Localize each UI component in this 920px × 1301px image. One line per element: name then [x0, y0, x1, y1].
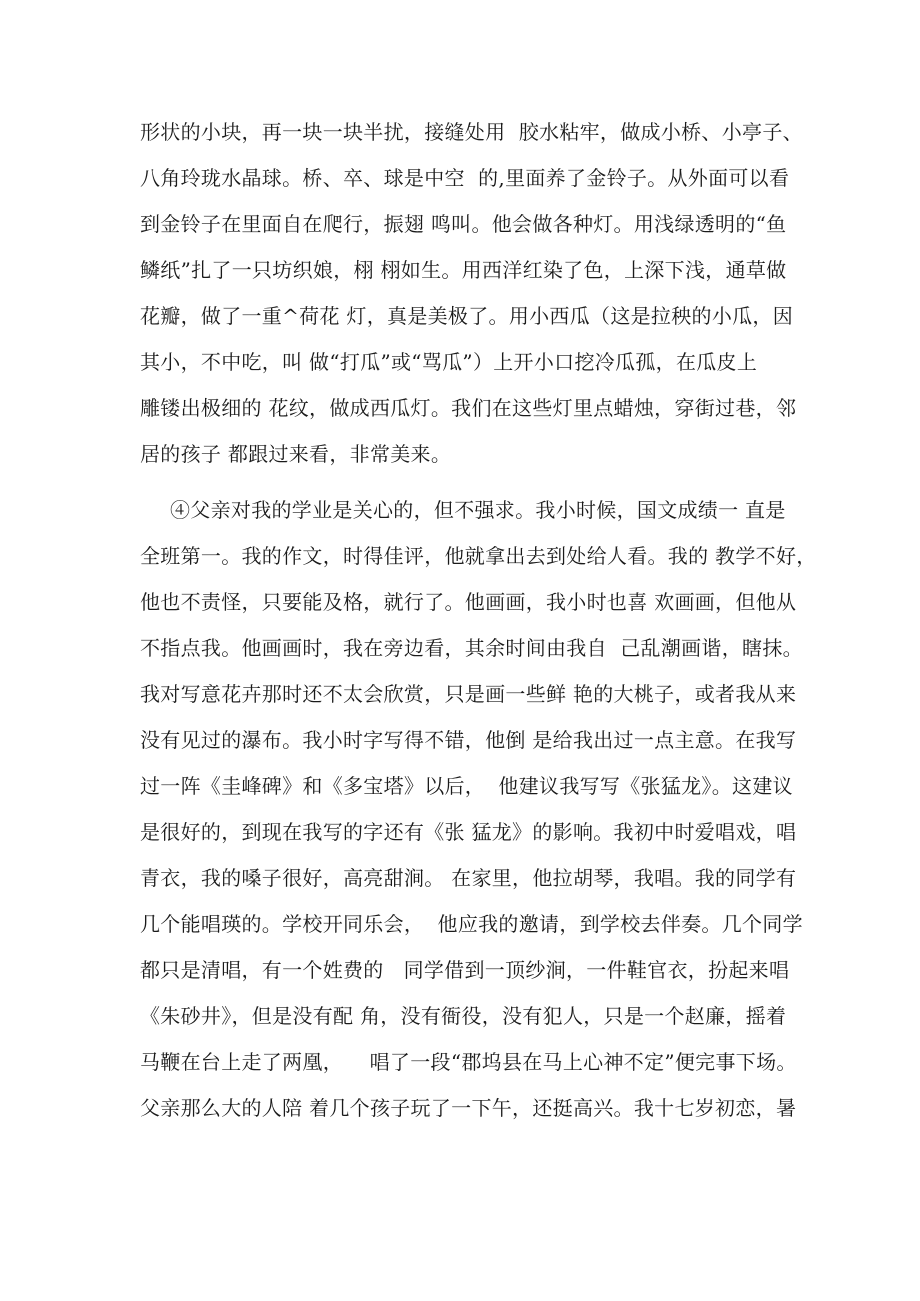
- text-line: 父亲那么大的人陪 着几个孩子玩了一下午，还挺高兴。我十七岁初恋，暑: [140, 1096, 797, 1120]
- text-line: 过一阵《圭峰碑》和《多宝塔》以后， 他建议我写写《张猛龙》。这建议: [140, 774, 793, 798]
- text-line: 其小，不中吃，叫 做“打瓜”或“骂瓜”）上开小口挖冷瓜孤，在瓜皮上: [140, 350, 758, 374]
- text-line: 八角玲珑水晶球。桥、卒、球是中空 的,里面养了金铃子。从外面可以看: [140, 166, 790, 190]
- text-line: 花瓣，做了一重^荷花 灯，真是美极了。用小西瓜（这是拉秧的小瓜，因: [140, 304, 794, 328]
- text-line: 鳞纸”扎了一只坊织娘，栩 栩如生。用西洋红染了色，上深下浅，通草做: [140, 258, 787, 282]
- text-line: 到金铃子在里面自在爬行，振翅 鸣叫。他会做各种灯。用浅绿透明的“鱼: [140, 212, 787, 236]
- text-line: 形状的小块，再一块一块半扰，接缝处用 胶水粘牢，做成小桥、小亭子、: [140, 120, 803, 144]
- text-line: 全班第一。我的作文，时得佳评，他就拿出去到处给人看。我的 教学不好，: [140, 544, 817, 568]
- text-line: 青衣，我的嗓子很好，高亮甜涧。 在家里，他拉胡琴，我唱。我的同学有: [140, 866, 797, 890]
- text-line: 我对写意花卉那时还不太会欣赏，只是画一些鲜 艳的大桃子，或者我从来: [140, 682, 797, 706]
- text-line: 雕镂出极细的 花纹，做成西瓜灯。我们在这些灯里点蜡烛，穿街过巷，邻: [140, 396, 797, 420]
- text-line: 几个能唱瑛的。学校开同乐会， 他应我的邀请，到学校去伴奏。几个同学: [140, 912, 803, 936]
- text-line: 都只是清唱，有一个姓费的 同学借到一顶纱涧，一件鞋官衣，扮起来唱: [140, 958, 790, 982]
- text-line: 是很好的，到现在我写的字还有《张 猛龙》的影响。我初中时爱唱戏，唱: [140, 820, 797, 844]
- text-line: 他也不责怪，只要能及格，就行了。他画画，我小时也喜 欢画画，但他从: [140, 590, 797, 614]
- text-line: 马鞭在台上走了两凰， 唱了一段“郡坞县在马上心神不定”便完事下场。: [140, 1050, 797, 1074]
- text-line: 没有见过的瀑布。我小时字写得不错，他倒 是给我出过一点主意。在我写: [140, 728, 797, 752]
- text-line: 《朱砂井》，但是没有配 角，没有衙役，没有犯人，只是一个赵廉，摇着: [140, 1004, 787, 1028]
- text-line: 居的孩子 都跟过来看，非常美来。: [140, 442, 452, 466]
- paragraph-start-line: ④父亲对我的学业是关心的，但不强求。我小时候，国文成绩一 直是: [170, 498, 786, 522]
- text-line: 不指点我。他画画时，我在旁边看，其余时间由我自 己乱潮画谐，瞎抹。: [140, 636, 803, 660]
